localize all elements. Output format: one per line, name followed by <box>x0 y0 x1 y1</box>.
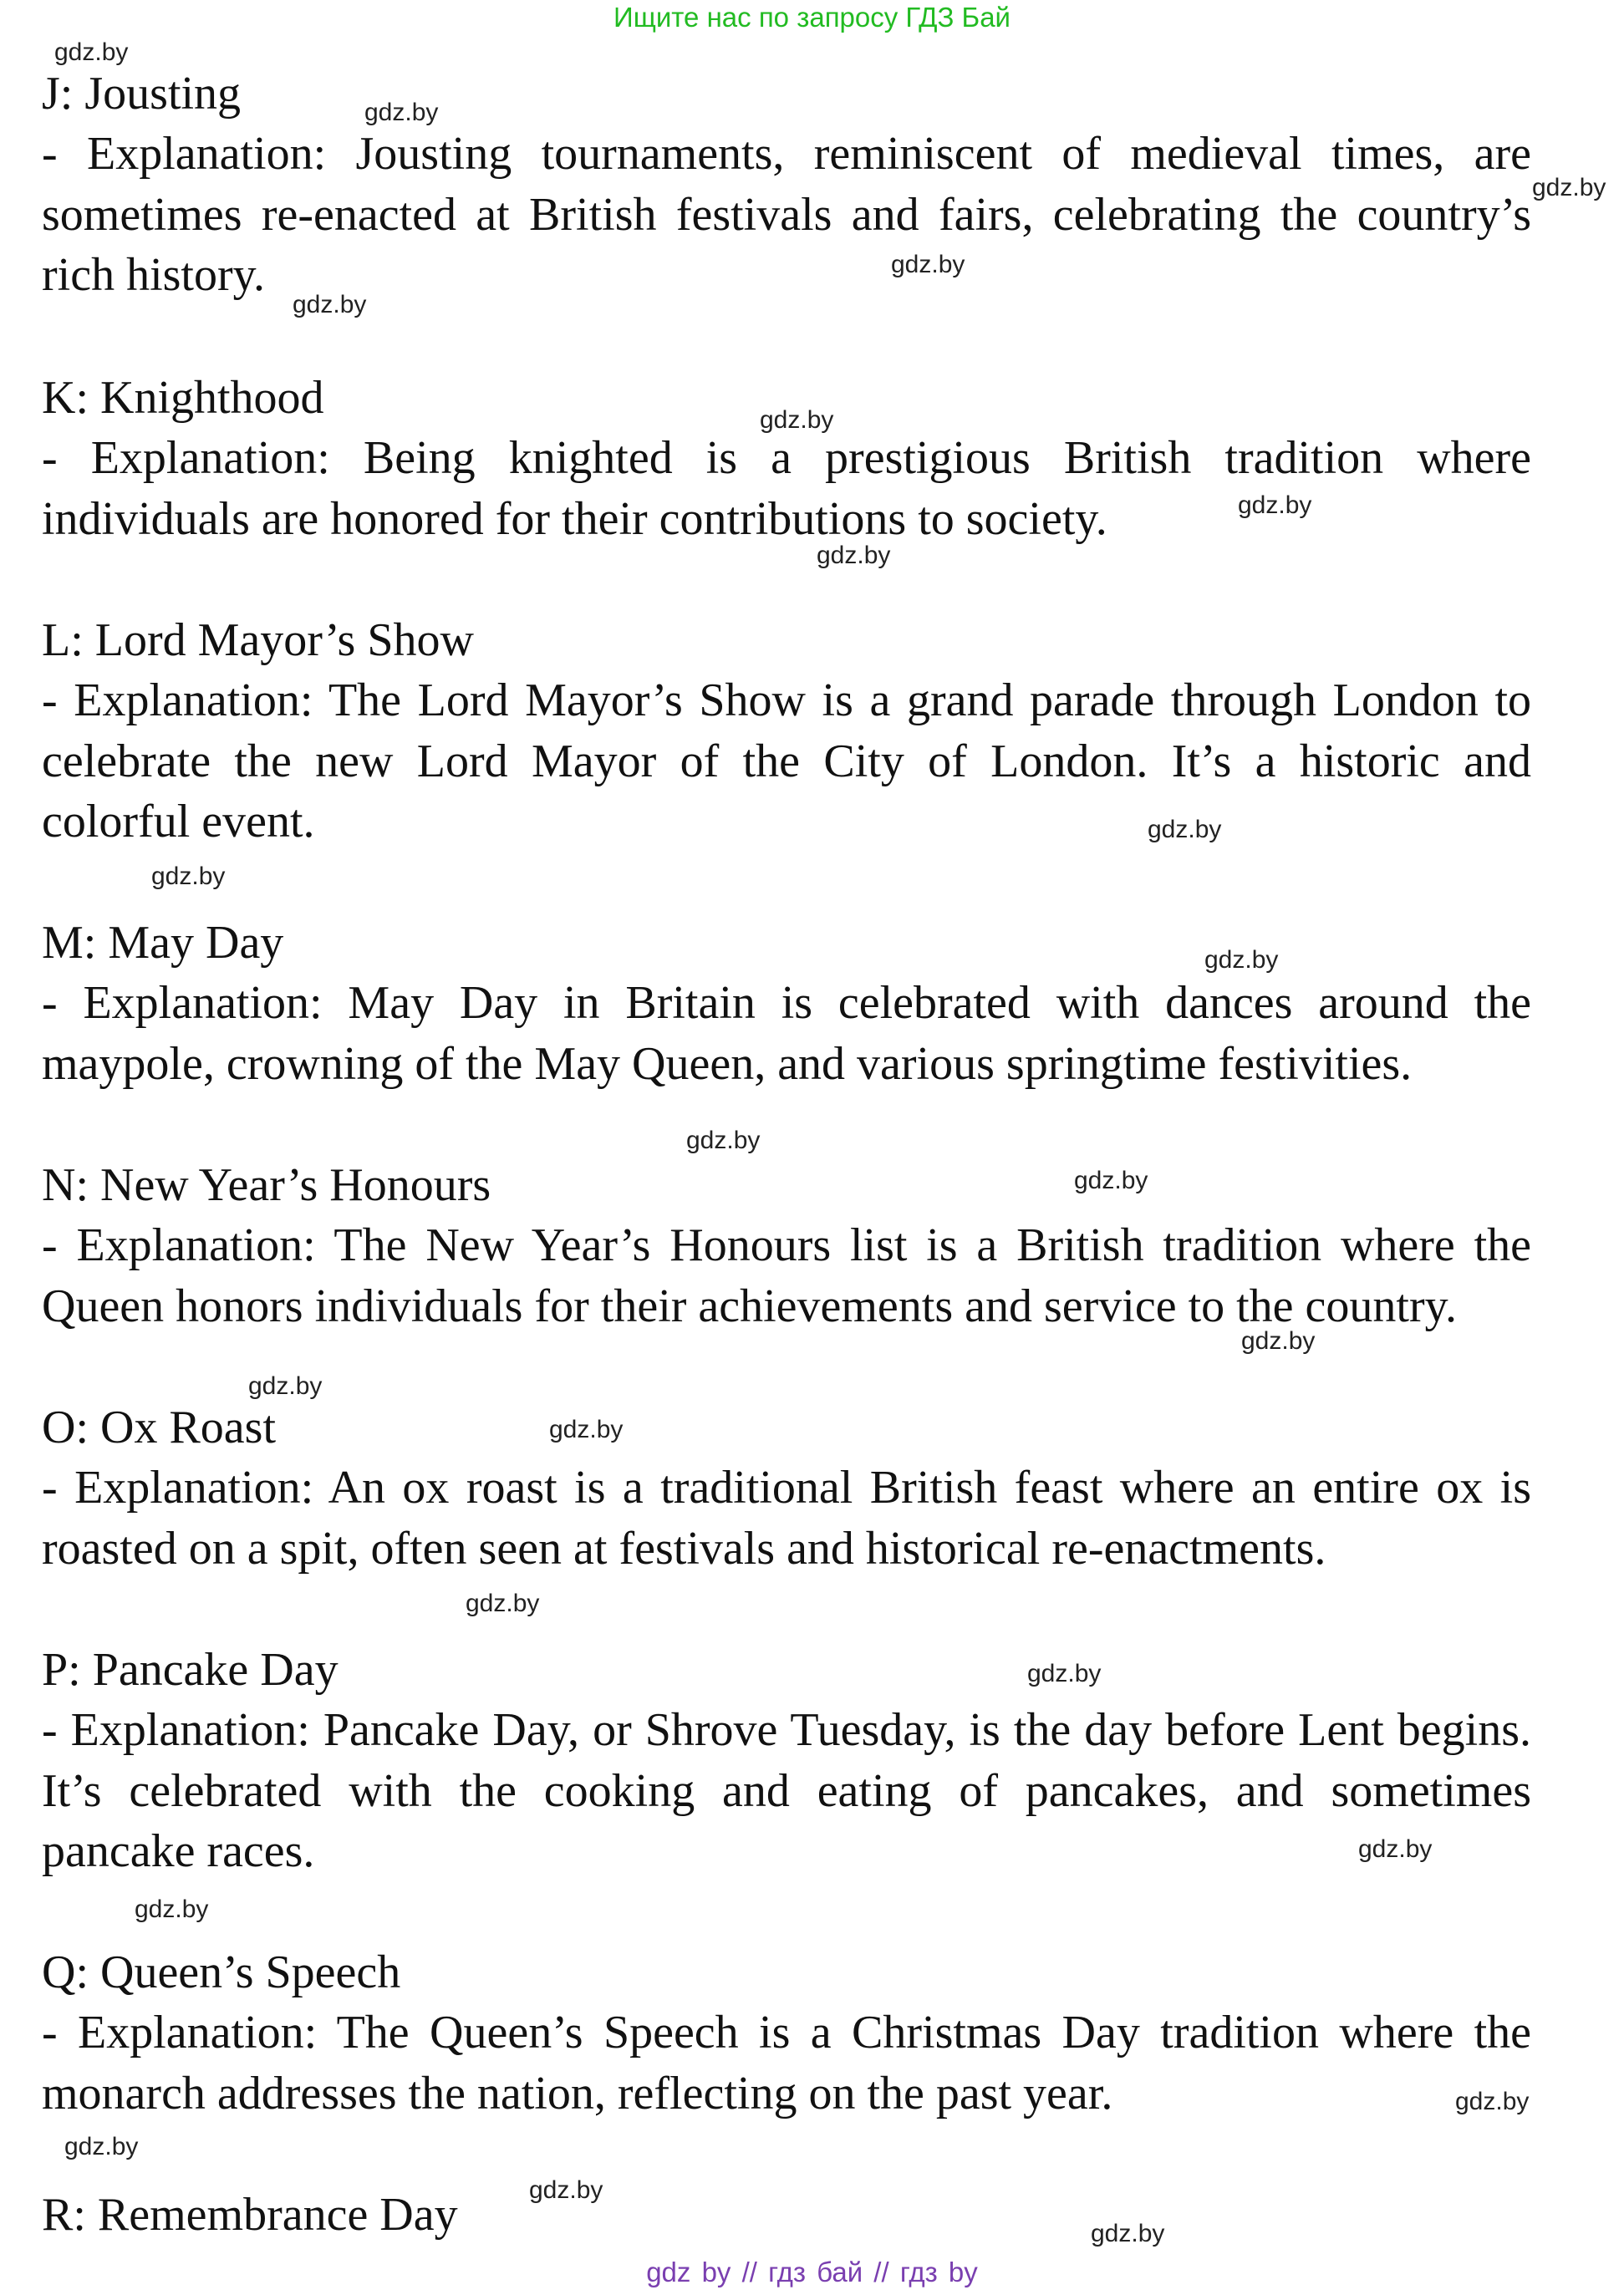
watermark: gdz.by <box>1148 816 1222 843</box>
entry-title-q: Q: Queen’s Speech <box>42 1946 401 1998</box>
watermark: gdz.by <box>1241 1327 1316 1355</box>
watermark: gdz.by <box>549 1416 624 1443</box>
entry-title-j: J: Jousting <box>42 68 242 120</box>
entry-title-k: K: Knighthood <box>42 372 324 424</box>
watermark: gdz.by <box>135 1896 209 1923</box>
watermark: gdz.by <box>151 863 226 890</box>
entry-body-l: - Explanation: The Lord Mayor’s Show is a grand parade through London to celebrate the new Lord Mayor of the City of London. It’s a historic and colorful event. <box>42 674 1531 847</box>
watermark: gdz.by <box>1074 1167 1148 1194</box>
footer-links[interactable]: gdz by // гдз бай // гдз by <box>646 2257 978 2287</box>
watermark: gdz.by <box>248 1372 323 1400</box>
entry-body-m: - Explanation: May Day in Britain is celebrated with dances around the maypole, crowning of the May Queen, and various springtime festivities. <box>42 977 1531 1090</box>
watermark: gdz.by <box>1204 946 1279 974</box>
entry-title-o: O: Ox Roast <box>42 1402 276 1453</box>
entry-title-r: R: Remembrance Day <box>42 2189 458 2241</box>
entry-body-k: - Explanation: Being knighted is a prestigious British tradition where individuals are honored for their contributions to society. <box>42 432 1531 545</box>
watermark: gdz.by <box>1532 174 1606 201</box>
watermark: gdz.by <box>686 1127 761 1154</box>
watermark: gdz.by <box>54 38 129 66</box>
entry-body-q: - Explanation: The Queen’s Speech is a Christmas Day tradition where the monarch addresses the nation, reflecting on the past year. <box>42 2007 1531 2119</box>
top-banner[interactable]: Ищите нас по запросу ГДЗ Бай <box>613 2 1011 33</box>
watermark: gdz.by <box>1358 1835 1433 1863</box>
entry-title-l: L: Lord Mayor’s Show <box>42 614 474 666</box>
entry-title-m: M: May Day <box>42 917 284 969</box>
watermark: gdz.by <box>1027 1660 1102 1687</box>
entry-body-o: - Explanation: An ox roast is a traditional British feast where an entire ox is roasted on a spit, often seen at festivals and historical re-enactments. <box>42 1462 1531 1575</box>
watermark: gdz.by <box>364 99 439 126</box>
entry-body-j: - Explanation: Jousting tournaments, reminiscent of medieval times, are sometimes re-enacted at British festivals and fairs, celebrating the country’s rich history. <box>42 128 1531 301</box>
entry-body-p: - Explanation: Pancake Day, or Shrove Tuesday, is the day before Lent begins. It’s celebrated with the cooking and eating of pancakes, and sometimes pancake races. <box>42 1704 1531 1877</box>
watermark: gdz.by <box>466 1590 540 1617</box>
watermark: gdz.by <box>817 542 891 569</box>
watermark: gdz.by <box>64 2133 139 2160</box>
watermark: gdz.by <box>1455 2088 1530 2115</box>
watermark: gdz.by <box>529 2176 603 2204</box>
entry-title-n: N: New Year’s Honours <box>42 1159 491 1211</box>
watermark: gdz.by <box>293 291 367 318</box>
entry-body-n: - Explanation: The New Year’s Honours list is a British tradition where the Queen honors individuals for their achievements and service to the country. <box>42 1219 1531 1332</box>
entry-title-p: P: Pancake Day <box>42 1644 339 1696</box>
watermark: gdz.by <box>760 406 834 434</box>
watermark: gdz.by <box>891 251 965 278</box>
watermark: gdz.by <box>1238 491 1312 519</box>
watermark: gdz.by <box>1091 2220 1165 2247</box>
